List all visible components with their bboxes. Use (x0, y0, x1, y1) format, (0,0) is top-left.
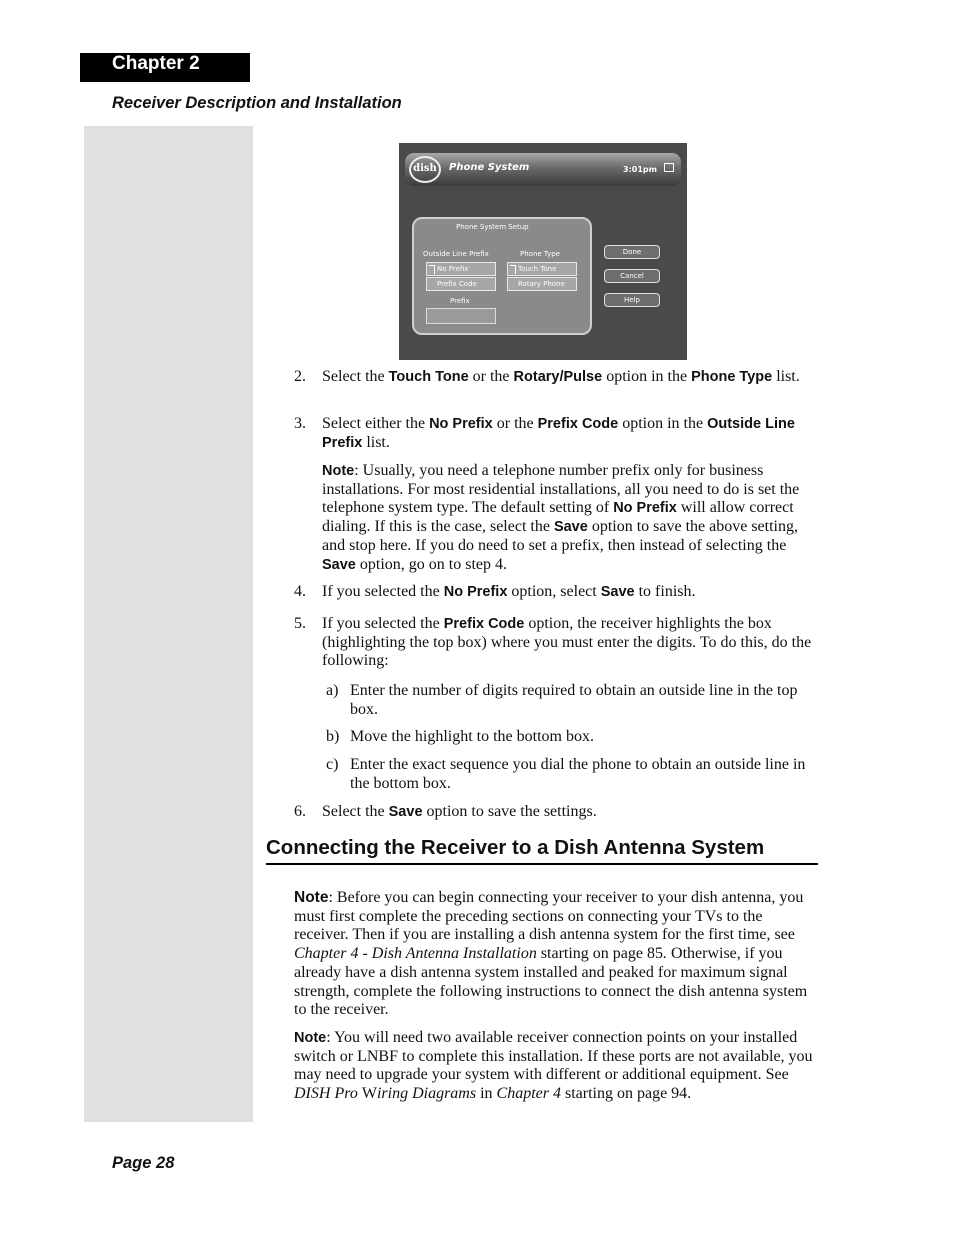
prefix-label: Prefix (450, 297, 470, 305)
chapter-label: Chapter 2 (112, 53, 200, 74)
prefix-column-label: Outside Line Prefix (423, 250, 489, 258)
phone-system-screenshot (399, 143, 687, 360)
step-4-text: If you selected the No Prefix option, select Save to finish. (322, 583, 696, 600)
screen-time: 3:01pm (623, 165, 657, 174)
step-6-number: 6. (294, 803, 306, 820)
step-2-number: 2. (294, 368, 306, 385)
substep-c-label: c) (326, 756, 339, 773)
step-3-text: Select either the No Prefix or the Prefix Code option in the Outside Line Prefix list. (322, 415, 795, 451)
option-touch-tone[interactable]: Touch Tone (507, 262, 577, 276)
option-no-prefix[interactable]: No Prefix (426, 262, 496, 276)
section-heading: Connecting the Receiver to a Dish Antenna System (266, 836, 818, 865)
help-button[interactable]: Help (604, 293, 660, 307)
prefix-input[interactable] (426, 308, 496, 324)
substep-a-label: a) (326, 682, 339, 699)
screen-title: Phone System (449, 162, 530, 173)
chapter-tab (80, 53, 250, 82)
type-column-label: Phone Type (520, 250, 560, 258)
margin-sidebar (84, 126, 253, 1122)
substep-c-text: Enter the exact sequence you dial the phone to obtain an outside line in the bottom box. (350, 756, 806, 792)
option-prefix-code[interactable]: Prefix Code (426, 277, 496, 291)
option-rotary-phone[interactable]: Rotary Phone (507, 277, 577, 291)
panel-title: Phone System Setup (456, 223, 529, 231)
page-number: Page 28 (112, 1154, 175, 1172)
step-3-number: 3. (294, 415, 306, 432)
step-5-number: 5. (294, 615, 306, 632)
step-5-text: If you selected the Prefix Code option, the receiver highlights the box (highlighting the top box) where you must enter the digits. To do this, do the following: (322, 615, 812, 670)
screen-header (405, 153, 681, 186)
running-title: Receiver Description and Installation (112, 94, 402, 112)
substep-a-text: Enter the number of digits required to obtain an outside line in the top box. (350, 682, 798, 718)
step-6-text: Select the Save option to save the settings. (322, 803, 597, 820)
step-2-text: Select the Touch Tone or the Rotary/Pulse option in the Phone Type list. (322, 368, 800, 385)
done-button[interactable]: Done (604, 245, 660, 259)
phone-setup-panel (412, 217, 592, 335)
substep-b-text: Move the highlight to the bottom box. (350, 728, 594, 745)
check-icon (429, 265, 435, 274)
substep-b-label: b) (326, 728, 340, 745)
check-icon (510, 265, 516, 274)
note-before-connecting: Note: Before you can begin connecting your receiver to your dish antenna, you must first complete the preceding sections on connecting your TVs to the receiver. Then if you are installing a dish antenna system for the first time, see Chapter 4 - Dish Antenna Installation starting on page 85. Otherwise, if you already have a dish antenna system installed and peaked for maximum signal strength, complete the following instructions to connect the dish antenna system to the receiver. (294, 889, 808, 1019)
cancel-button[interactable]: Cancel (604, 269, 660, 283)
step-4-number: 4. (294, 583, 306, 600)
note-connection-points: Note: You will need two available receiver connection points on your installed switch or LNBF to complete this installation. If these ports are not available, you may need to upgrade your system with different or additional equipment. See DISH Pro Wiring Diagrams in Chapter 4 starting on page 94. (294, 1029, 813, 1103)
dish-logo-icon: dish (409, 156, 441, 183)
tv-icon (664, 163, 674, 172)
note-prefix: Note: Usually, you need a telephone number prefix only for business installations. For most residential installations, all you need to do is set the telephone system type. The default setting of No Prefix will allow correct dialing. If this is the case, select the Save option to save the above setting, and stop here. If you do need to set a prefix, then instead of selecting the Save option, go on to step 4. (322, 462, 800, 573)
